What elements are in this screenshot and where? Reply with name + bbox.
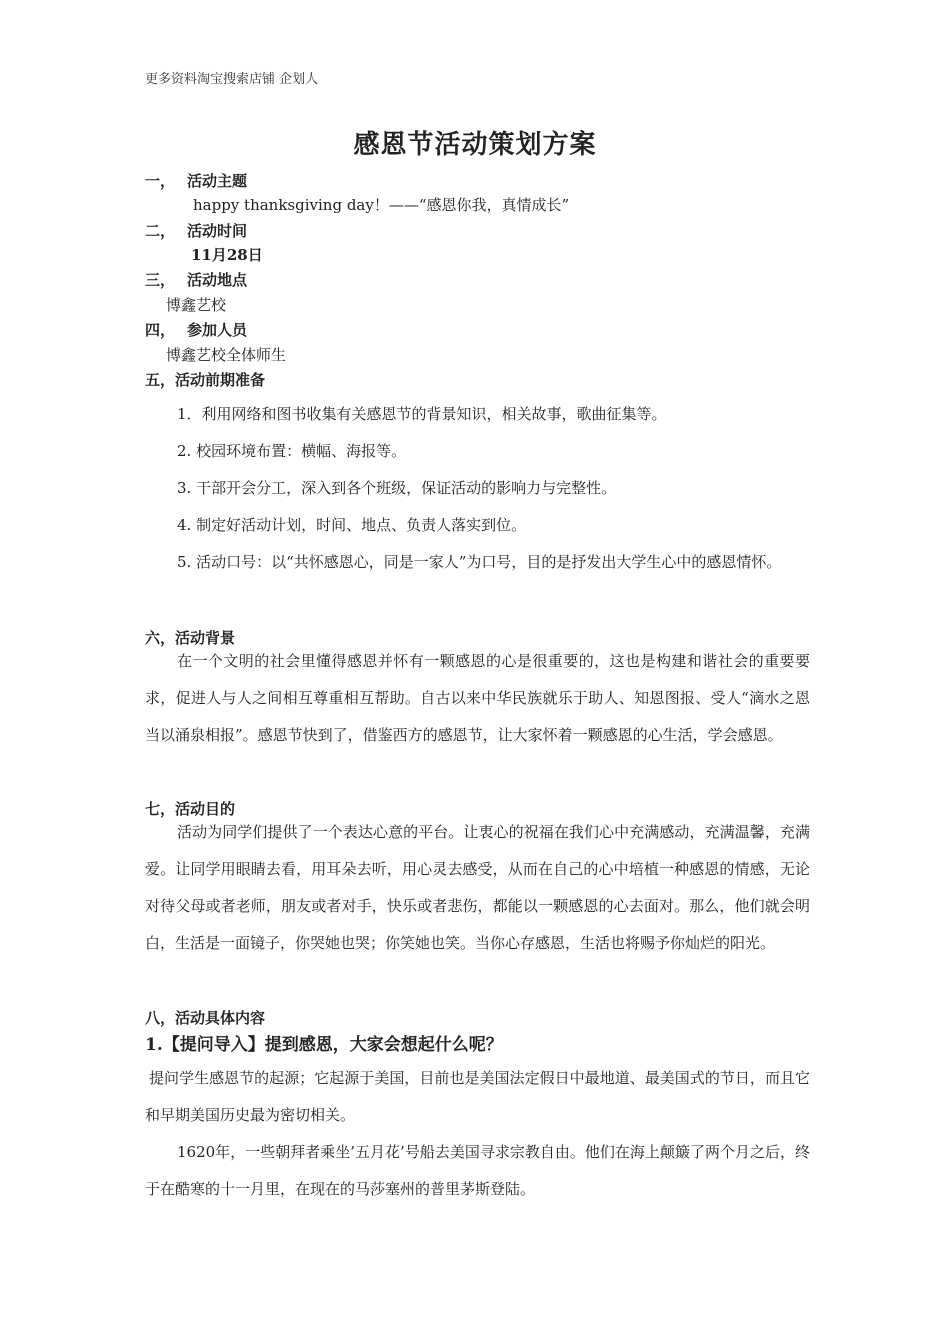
list-item: 4. 制定好活动计划，时间、地点、负责人落实到位。	[177, 516, 527, 534]
list-item: 3. 干部开会分工，深入到各个班级，保证活动的影响力与完整性。	[177, 479, 617, 497]
paragraph: 在一个文明的社会里懂得感恩并怀有一颗感恩的心是很重要的，这也是构建和谐社会的重要要求，促进人与人之间相互尊重相互帮助。自古以来中华民族就乐于助人、知恩图报、受人“滴水之恩当以涌泉相报”。感恩节快到了，借鉴西方的感恩节，让大家怀着一颗感恩的心生活，学会感恩。	[145, 652, 810, 744]
section-label: 活动地点	[187, 271, 248, 289]
paragraph: 提问学生感恩节的起源；它起源于美国，目前也是美国法定假日中最地道、最美国式的节日，而且它和早期美国历史最为密切相关。	[145, 1069, 810, 1124]
section-5-list	[145, 396, 810, 581]
document-title: 感恩节活动策划方案	[353, 130, 597, 160]
section-1-content: happy thanksgiving day！——“感恩你我，真情成长”	[193, 196, 570, 214]
section-5-heading: 五，活动前期准备	[145, 371, 266, 389]
section-4-heading	[145, 319, 247, 340]
section-label: 活动时间	[187, 222, 248, 240]
subsection-title: 1.【提问导入】提到感恩，大家会想起什么呢？	[145, 1035, 503, 1055]
section-4-content: 博鑫艺校全体师生	[166, 346, 287, 364]
section-number: 二，	[145, 222, 176, 240]
section-1-heading	[145, 170, 247, 191]
section-3-heading	[145, 269, 247, 290]
section-number: 四，	[145, 321, 176, 339]
section-6-body	[145, 643, 810, 754]
section-7-body	[145, 814, 810, 962]
section-number: 三，	[145, 271, 176, 289]
header-note: 更多资料淘宝搜索店铺 企划人	[145, 72, 319, 87]
list-item: 1．利用网络和图书收集有关感恩节的背景知识，相关故事，歌曲征集等。	[177, 405, 667, 423]
paragraph: 1620年，一些朝拜者乘坐’五月花’号船去美国寻求宗教自由。他们在海上颠簸了两个月之后，终于在酷寒的十一月里，在现在的马莎塞州的普里茅斯登陆。	[145, 1143, 810, 1198]
section-number: 一，	[145, 172, 176, 190]
section-2-content: 11月28日	[191, 246, 263, 264]
section-label: 活动主题	[187, 172, 248, 190]
list-item: 5. 活动口号：以“共怀感恩心，同是一家人”为口号，目的是抒发出大学生心中的感恩情怀。	[177, 553, 782, 571]
section-7-heading: 七，活动目的	[145, 800, 236, 818]
section-label: 参加人员	[187, 321, 248, 339]
section-6-heading: 六，活动背景	[145, 629, 236, 647]
section-8-heading: 八，活动具体内容	[145, 1009, 266, 1027]
section-2-heading	[145, 220, 247, 241]
list-item: 2. 校园环境布置：横幅、海报等。	[177, 442, 407, 460]
section-3-content: 博鑫艺校	[166, 296, 227, 314]
section-8-body	[145, 1060, 810, 1208]
paragraph: 活动为同学们提供了一个表达心意的平台。让衷心的祝福在我们心中充满感动，充满温馨，充满爱。让同学用眼睛去看，用耳朵去听，用心灵去感受，从而在自己的心中培植一种感恩的情感，无论对待父母或者老师，朋友或者对手，快乐或者悲伤，都能以一颗感恩的心去面对。那么，他们就会明白，生活是一面镜子，你哭她也哭；你笑她也笑。当你心存感恩，生活也将赐予你灿烂的阳光。	[145, 823, 810, 952]
